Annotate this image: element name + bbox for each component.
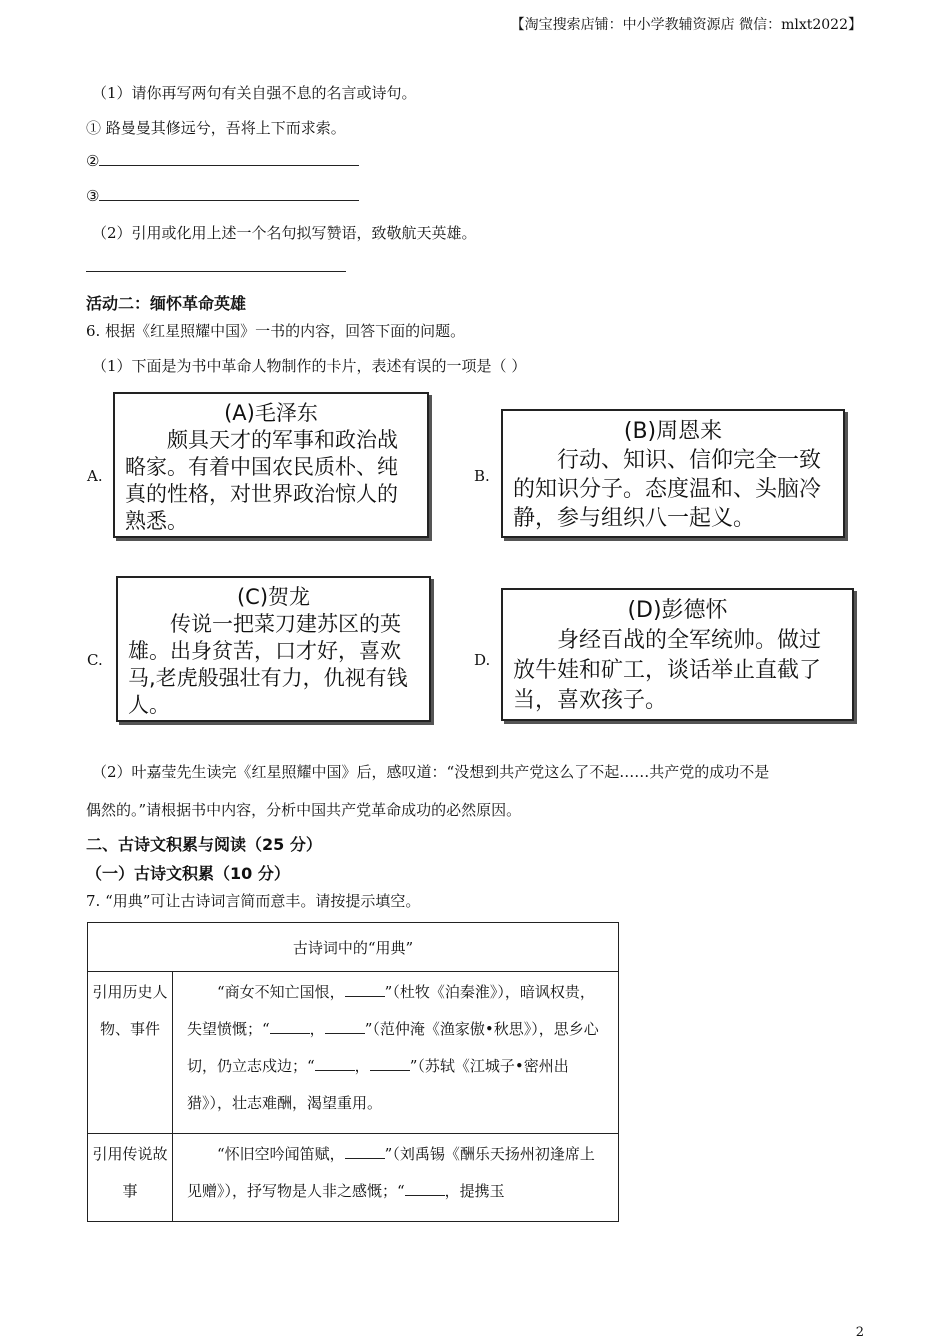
row2-text-c: ，提携玉 xyxy=(444,1182,505,1200)
option-b-label[interactable]: B. xyxy=(474,467,490,485)
card-a-title: (A)毛泽东 xyxy=(224,401,318,425)
row1-label: 引用历史人物、事件 xyxy=(88,972,173,1134)
row2-label: 引用传说故事 xyxy=(88,1134,173,1222)
card-d-body: 身经百战的全军统帅。做过放牛娃和矿工，谈话举止直截了当，喜欢孩子。 xyxy=(513,628,822,713)
card-c-title: (C)贺龙 xyxy=(236,585,311,609)
fill-blank[interactable] xyxy=(345,982,385,997)
row2-text-a: “怀旧空吟闻笛赋， xyxy=(217,1145,345,1163)
row1-text-c: ， xyxy=(309,1020,325,1038)
page-header: 【淘宝搜索店铺：中小学教辅资源店 微信：mlxt2022】 xyxy=(510,17,862,33)
card-c-body: 传说一把菜刀建苏区的英雄。出身贫苦，口才好，喜欢马,老虎般强壮有力，仇视有钱人。 xyxy=(128,612,408,717)
row2-content xyxy=(173,1134,619,1222)
option-c-label[interactable]: C. xyxy=(87,651,103,669)
q5-sub1: （1）请你再写两句有关自强不息的名言或诗句。 xyxy=(92,84,417,102)
activity2-title: 活动二：缅怀革命英雄 xyxy=(86,294,247,313)
q7-stem: 7. “用典”可让古诗词言简而意丰。请按提示填空。 xyxy=(86,892,421,910)
option-a-label[interactable]: A. xyxy=(87,467,103,485)
fill-blank[interactable] xyxy=(315,1056,355,1071)
answer-line xyxy=(99,164,359,166)
q6-sub2-line1: （2）叶嘉莹先生读完《红星照耀中国》后，感叹道：“没想到共产党这么了不起……共产党的成功不是 xyxy=(92,763,770,781)
row1-text-d: ”（范仲淹《渔家傲•秋思》），思乡心切，仍立志戍边；“ xyxy=(187,1020,599,1075)
card-a-body: 颇具天才的军事和政治战略家。有着中国农民质朴、纯真的性格，对世界政治惊人的熟悉。 xyxy=(125,428,398,533)
fill-blank[interactable] xyxy=(405,1181,445,1196)
q5-item3 xyxy=(86,187,359,205)
row1-text-f: ”（苏轼《江城子•密州出猎》），壮志难酬，渴望重用。 xyxy=(187,1057,569,1112)
table-header: 古诗词中的“用典” xyxy=(88,923,619,972)
row1-text-a: “商女不知亡国恨， xyxy=(217,983,345,1001)
card-b-title: (B)周恩来 xyxy=(623,419,723,444)
row1-content xyxy=(173,972,619,1134)
table-row xyxy=(88,972,619,1134)
q6-stem: 6. 根据《红星照耀中国》一书的内容，回答下面的问题。 xyxy=(86,322,466,340)
section2-subtitle: （一）古诗文积累（10 分） xyxy=(86,864,290,883)
page-number: 2 xyxy=(855,1325,864,1340)
fill-blank[interactable] xyxy=(345,1144,385,1159)
q6-sub1: （1）下面是为书中革命人物制作的卡片，表述有误的一项是（ ） xyxy=(92,357,527,375)
q5-sub2: （2）引用或化用上述一个名句拟写赞语，致敬航天英雄。 xyxy=(92,224,477,242)
fill-blank[interactable] xyxy=(325,1019,365,1034)
answer-line xyxy=(86,271,346,272)
q5-item1: ① 路曼曼其修远兮，吾将上下而求索。 xyxy=(86,119,346,137)
q5-item2-prefix: ② xyxy=(86,152,100,170)
card-b[interactable] xyxy=(501,409,845,538)
q5-item3-prefix: ③ xyxy=(86,187,100,205)
card-b-body: 行动、知识、信仰完全一致的知识分子。态度温和、头脑冷静，参与组织八一起义。 xyxy=(513,448,822,531)
fill-blank[interactable] xyxy=(370,1056,410,1071)
answer-line xyxy=(99,199,359,201)
fill-blank[interactable] xyxy=(270,1019,310,1034)
card-a[interactable] xyxy=(113,392,429,538)
row1-text-e: ， xyxy=(354,1057,370,1075)
q5-item2 xyxy=(86,152,359,170)
card-d-title: (D)彭德怀 xyxy=(627,598,728,623)
allusion-table xyxy=(87,922,619,1222)
row2-text-b: ”（刘禹锡《酬乐天扬州初逢席上见赠》），抒写物是人非之感慨；“ xyxy=(187,1145,595,1200)
table-row xyxy=(88,1134,619,1222)
option-d-label[interactable]: D. xyxy=(474,651,491,669)
card-d[interactable] xyxy=(501,588,854,721)
row1-text-b: ”（杜牧《泊秦淮》），暗讽权贵，失望愤慨；“ xyxy=(187,983,595,1038)
q6-sub2-line2: 偶然的。”请根据书中内容，分析中国共产党革命成功的必然原因。 xyxy=(86,801,522,819)
section2-title: 二、古诗文积累与阅读（25 分） xyxy=(86,835,322,854)
card-c[interactable] xyxy=(116,576,431,722)
